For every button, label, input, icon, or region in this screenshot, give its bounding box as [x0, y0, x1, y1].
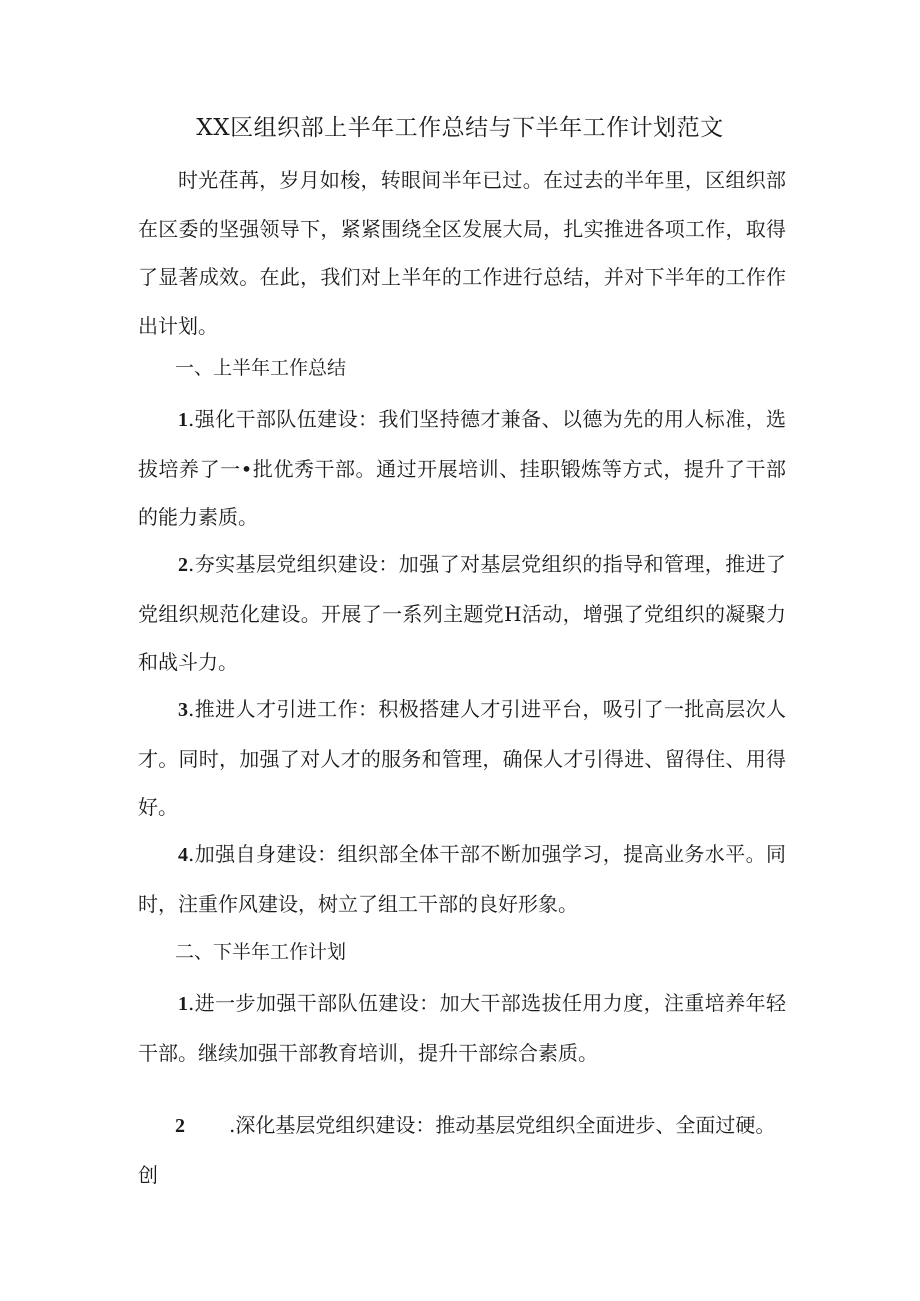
item-text: .进一步加强干部队伍建设：加大干部选拔任用力度，注重培养年轻干部。继续加强干部教育培训，提升干部综合素质。: [138, 991, 786, 1065]
section-heading-summary: 一、上半年工作总结: [175, 357, 347, 379]
item-number: 3: [178, 699, 188, 721]
item-number: 4: [178, 844, 188, 866]
item-number: 1: [178, 993, 188, 1015]
item-text: .强化干部队伍建设：我们坚持德才兼备、以德为先的用人标准，选拔培养了一•批优秀干部。通过开展培训、挂职锻炼等方式，提升了干部的能力素质。: [138, 407, 786, 529]
section-heading-plan: 二、下半年工作计划: [175, 941, 347, 963]
item-text: .加强自身建设：组织部全体干部不断加强学习，提高业务水平。同时，注重作风建设，树立了组工干部的良好形象。: [138, 842, 786, 916]
item-text: .推进人才引进工作：积极搭建人才引进平台，吸引了一批高层次人才。同时，加强了对人才的服务和管理，确保人才引得进、留得住、用得好。: [138, 697, 786, 819]
summary-item-4: [138, 830, 786, 928]
document-title: XX区组织部上半年工作总结与下半年工作计划范文: [196, 115, 724, 141]
item-text: .夯实基层党组织建设：加强了对基层党组织的指导和管理，推进了党组织规范化建设。开展了一系列主题党H活动，增强了党组织的凝聚力和战斗力。: [138, 552, 786, 674]
plan-item-2: [138, 1101, 786, 1199]
summary-item-1: [138, 395, 786, 542]
summary-item-2: [138, 540, 786, 687]
item-text: .深化基层党组织建设：推动基层党组织全面进步、全面过硬。创: [138, 1113, 776, 1187]
item-number: 1: [178, 409, 188, 431]
item-number: 2: [175, 1115, 185, 1137]
plan-item-1: [138, 979, 786, 1077]
summary-item-3: [138, 685, 786, 832]
item-number: 2: [178, 554, 188, 576]
intro-paragraph: 时光荏苒，岁月如梭，转眼间半年已过。在过去的半年里，区组织部在区委的坚强领导下，紧紧围绕全区发展大局，扎实推进各项工作，取得了显著成效。在此，我们对上半年的工作进行总结，并对下半年的工作作出计划。: [138, 168, 786, 338]
